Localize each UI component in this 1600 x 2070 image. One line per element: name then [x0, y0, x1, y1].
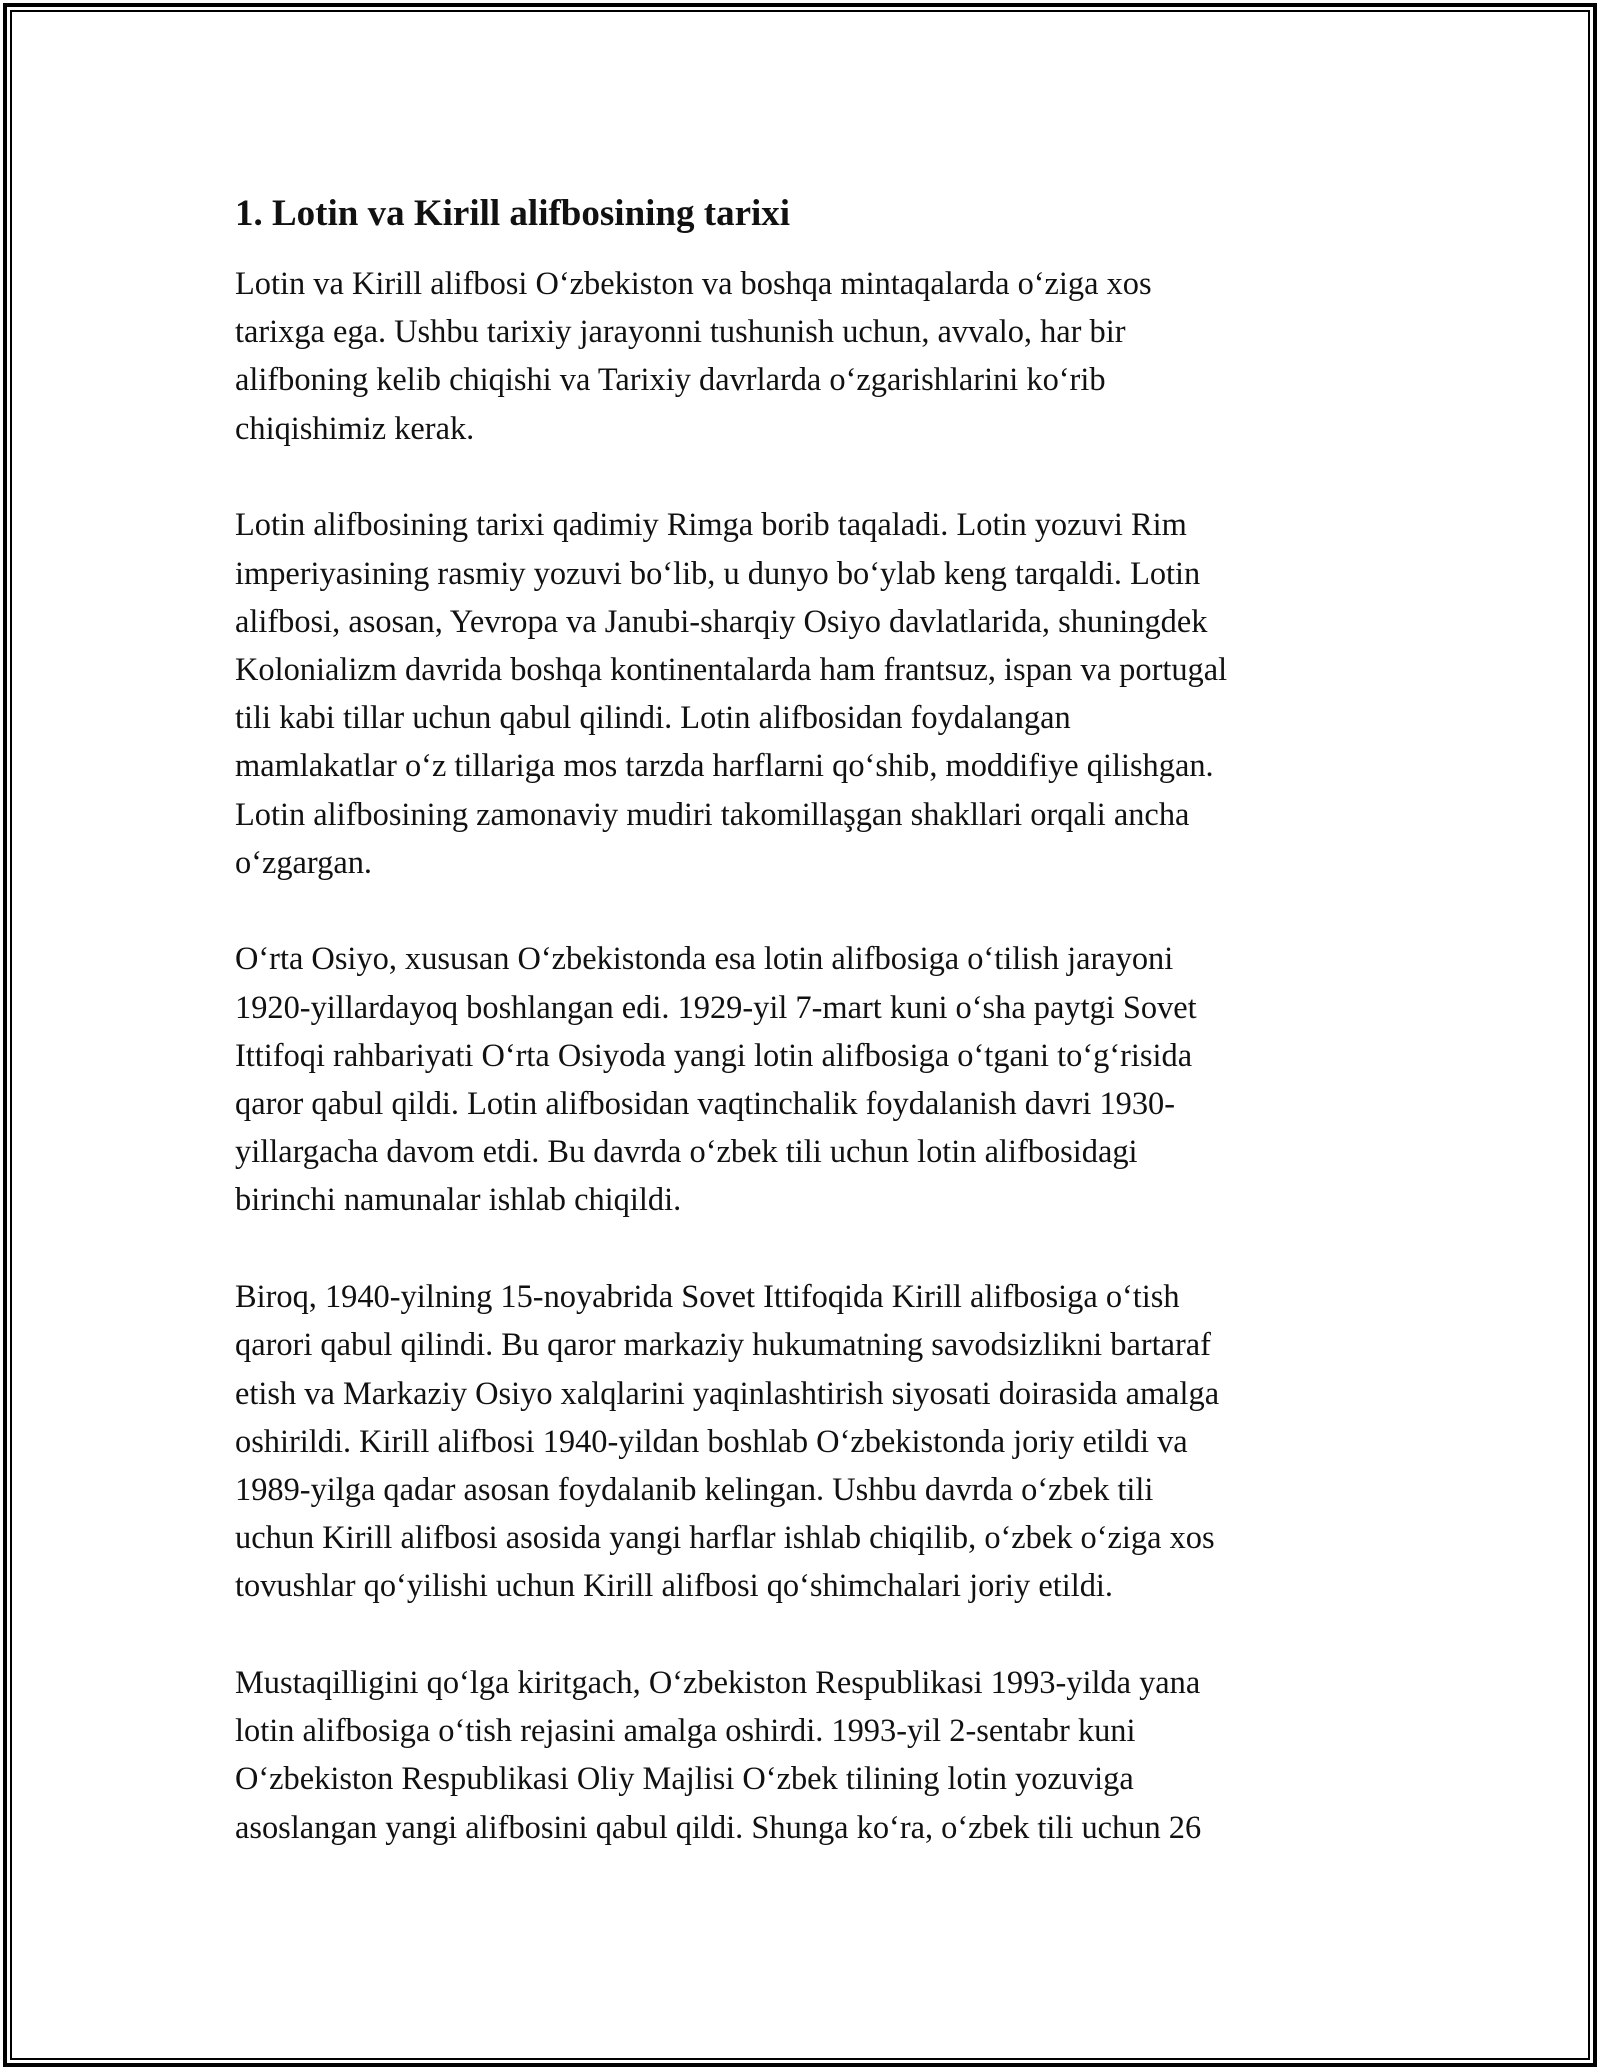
text-line: Ittifoqi rahbariyati O‘rta Osiyoda yangi lotin alifbosiga o‘tgani to‘g‘risida: [235, 1037, 1193, 1074]
text-line: qaror qabul qildi. Lotin alifbosidan vaqtinchalik foydalanish davri 1930-: [235, 1086, 1176, 1123]
text-line: alifboning kelib chiqishi va Tarixiy davrlarda o‘zgarishlarini ko‘rib: [235, 362, 1106, 399]
text-line: 1920-yillardayoq boshlangan edi. 1929-yil 7-mart kuni o‘sha paytgi Sovet: [235, 989, 1197, 1026]
text-line: 1989-yilga qadar asosan foydalanib kelingan. Ushbu davrda o‘zbek tili: [235, 1471, 1154, 1508]
text-line: O‘rta Osiyo, xususan O‘zbekistonda esa lotin alifbosiga o‘tilish jarayoni: [235, 941, 1174, 978]
text-line: O‘zbekiston Respublikasi Oliy Majlisi O‘zbek tilining lotin yozuviga: [235, 1761, 1134, 1798]
text-line: Kolonializm davrida boshqa kontinentalarda ham frantsuz, ispan va portugal: [235, 651, 1228, 688]
text-line: chiqishimiz kerak.: [235, 410, 475, 447]
text-line: asoslangan yangi alifbosini qabul qildi. Shunga ko‘ra, o‘zbek tili uchun 26: [235, 1809, 1202, 1846]
text-line: Biroq, 1940-yilning 15-noyabrida Sovet Ittifoqida Kirill alifbosiga o‘tish: [235, 1279, 1180, 1316]
text-line: Lotin alifbosining tarixi qadimiy Rimga borib taqaladi. Lotin yozuvi Rim: [235, 507, 1187, 544]
text-line: oshirildi. Kirill alifbosi 1940-yildan boshlab O‘zbekistonda joriy etildi va: [235, 1423, 1188, 1460]
text-line: Lotin va Kirill alifbosi O‘zbekiston va boshqa mintaqalarda o‘ziga xos: [235, 266, 1152, 302]
section-heading: 1. Lotin va Kirill alifbosining tarixi: [235, 193, 791, 234]
text-line: Lotin alifbosining zamonaviy mudiri takomillaşgan shakllari orqali ancha: [235, 796, 1190, 833]
text-line: mamlakatlar o‘z tillariga mos tarzda harflarni qo‘shib, moddifiye qilishgan.: [235, 748, 1214, 785]
paragraph: [235, 260, 1365, 453]
text-line: uchun Kirill alifbosi asosida yangi harflar ishlab chiqilib, o‘zbek o‘ziga xos: [235, 1520, 1215, 1557]
paragraph: [235, 1659, 1365, 1852]
text-line: yillargacha davom etdi. Bu davrda o‘zbek tili uchun lotin alifbosidagi: [235, 1134, 1138, 1171]
text-line: o‘zgargan.: [235, 844, 372, 881]
paragraph: [235, 1273, 1365, 1610]
text-line: tili kabi tillar uchun qabul qilindi. Lotin alifbosidan foydalangan: [235, 700, 1071, 737]
text-line: tovushlar qo‘yilishi uchun Kirill alifbosi qo‘shimchalari joriy etildi.: [235, 1568, 1114, 1605]
paragraph: [235, 501, 1365, 887]
text-line: alifbosi, asosan, Yevropa va Janubi-sharqiy Osiyo davlatlarida, shuningdek: [235, 603, 1208, 640]
text-line: imperiyasining rasmiy yozuvi bo‘lib, u dunyo bo‘ylab keng tarqaldi. Lotin: [235, 555, 1201, 592]
paragraph: [235, 935, 1365, 1224]
paragraph-list: [235, 260, 1365, 1852]
text-line: qarori qabul qilindi. Bu qaror markaziy hukumatning savodsizlikni bartaraf: [235, 1327, 1211, 1364]
text-line: lotin alifbosiga o‘tish rejasini amalga oshirdi. 1993-yil 2-sentabr kuni: [235, 1713, 1136, 1750]
text-line: etish va Markaziy Osiyo xalqlarini yaqinlashtirish siyosati doirasida amalga: [235, 1375, 1220, 1412]
text-line: Mustaqilligini qo‘lga kiritgach, O‘zbekiston Respublikasi 1993-yilda yana: [235, 1665, 1201, 1702]
document-body: [235, 186, 1365, 1900]
text-line: tarixga ega. Ushbu tarixiy jarayonni tushunish uchun, avvalo, har bir: [235, 314, 1126, 351]
text-line: birinchi namunalar ishlab chiqildi.: [235, 1182, 682, 1219]
